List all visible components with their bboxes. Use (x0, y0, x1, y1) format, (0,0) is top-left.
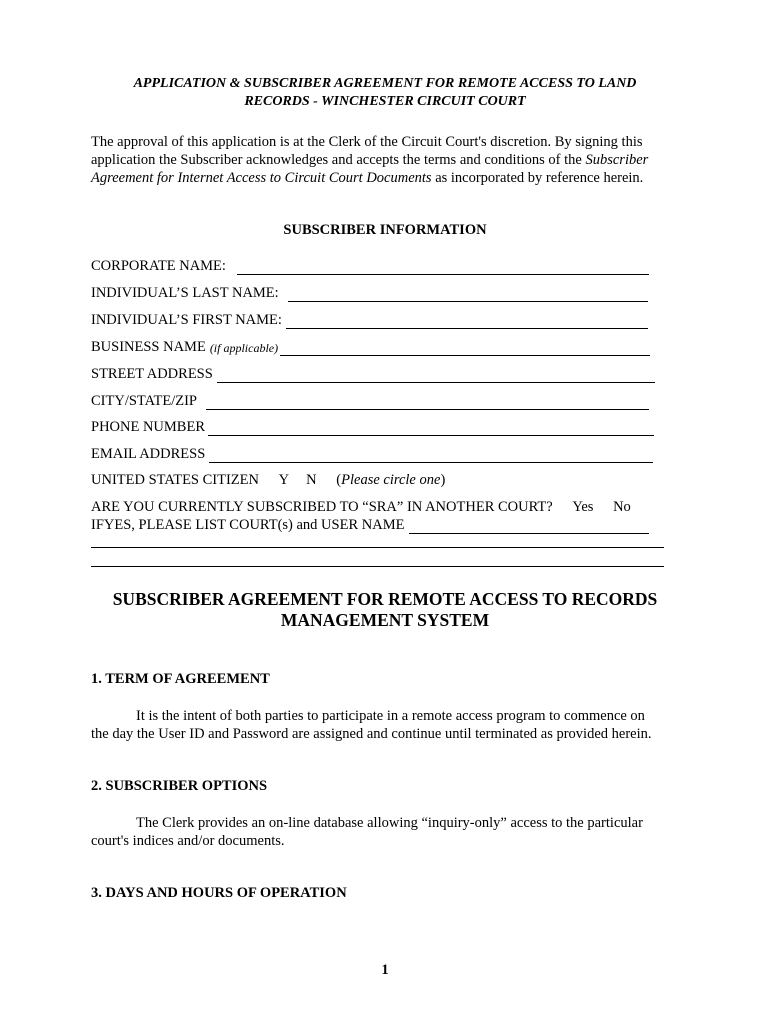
phone-number-line[interactable] (208, 422, 654, 436)
section-1-heading: 1. TERM OF AGREEMENT (91, 671, 270, 687)
corporate-name-line[interactable] (237, 261, 649, 275)
city-state-zip-label: CITY/STATE/ZIP (91, 393, 197, 409)
city-state-zip-field[interactable] (91, 392, 649, 410)
business-name-note: (if applicable) (209, 341, 279, 355)
agreement-title-line2: MANAGEMENT SYSTEM (280, 610, 490, 630)
citizen-note (336, 472, 445, 488)
sra-question: ARE YOU CURRENTLY SUBSCRIBED TO “SRA” IN ANOTHER COURT? (91, 499, 553, 515)
if-yes-field[interactable] (91, 516, 649, 534)
additional-line-2[interactable] (91, 566, 664, 567)
sra-yes-option[interactable]: Yes (572, 499, 594, 515)
city-state-zip-line[interactable] (206, 396, 649, 410)
citizen-note-text: Please circle one (341, 472, 441, 488)
citizen-label: UNITED STATES CITIZEN (91, 472, 259, 488)
business-name-line[interactable] (280, 342, 650, 356)
document-title-line2: RECORDS - WINCHESTER CIRCUIT COURT (244, 94, 526, 109)
citizen-yes-option[interactable]: Y (278, 472, 289, 488)
phone-number-label: PHONE NUMBER (91, 419, 205, 435)
intro-line2-italic: Subscriber (585, 152, 649, 168)
first-name-line[interactable] (286, 315, 648, 329)
section-2-line2: court's indices and/or documents. (91, 833, 285, 849)
citizen-row (91, 471, 445, 489)
intro-line3-italic: Agreement for Internet Access to Circuit Court Documents (91, 170, 432, 186)
intro-line2 (91, 151, 648, 169)
email-address-line[interactable] (209, 449, 653, 463)
section-1-line1: It is the intent of both parties to participate in a remote access program to commence on (136, 708, 645, 724)
sra-question-row (91, 498, 631, 516)
first-name-label: INDIVIDUAL’S FIRST NAME: (91, 312, 282, 328)
street-address-label: STREET ADDRESS (91, 366, 213, 382)
email-address-label: EMAIL ADDRESS (91, 446, 206, 462)
phone-number-field[interactable] (91, 418, 654, 436)
first-name-field[interactable] (91, 311, 648, 329)
citizen-note-open: ( (336, 472, 342, 488)
last-name-field[interactable] (91, 284, 648, 302)
page-number: 1 (381, 962, 389, 978)
last-name-line[interactable] (288, 288, 648, 302)
business-name-label: BUSINESS NAME (91, 339, 206, 355)
corporate-name-field[interactable] (91, 257, 649, 275)
document-title-line1: APPLICATION & SUBSCRIBER AGREEMENT FOR REMOTE ACCESS TO LAND (133, 76, 637, 91)
section-3-heading: 3. DAYS AND HOURS OF OPERATION (91, 885, 347, 901)
business-name-field[interactable] (91, 338, 650, 356)
street-address-line[interactable] (217, 369, 655, 383)
intro-line2-plain: application the Subscriber acknowledges and accepts the terms and conditions of the (91, 152, 586, 168)
intro-line1: The approval of this application is at the Clerk of the Circuit Court's discretion. By signing this (91, 134, 643, 150)
corporate-name-label: CORPORATE NAME: (91, 258, 226, 274)
if-yes-line[interactable] (409, 520, 649, 534)
email-address-field[interactable] (91, 445, 653, 463)
subscriber-info-heading: SUBSCRIBER INFORMATION (283, 222, 487, 238)
section-2-heading: 2. SUBSCRIBER OPTIONS (91, 778, 268, 794)
citizen-no-option[interactable]: N (306, 472, 317, 488)
street-address-field[interactable] (91, 365, 655, 383)
if-yes-label: IFYES, PLEASE LIST COURT(s) and USER NAME (91, 517, 405, 533)
section-1-line2: the day the User ID and Password are assigned and continue until terminated as provided herein. (91, 726, 652, 742)
agreement-title-line1: SUBSCRIBER AGREEMENT FOR REMOTE ACCESS TO RECORDS (112, 589, 658, 609)
section-2-line1: The Clerk provides an on-line database allowing “inquiry-only” access to the particular (136, 815, 643, 831)
citizen-note-close: ) (440, 472, 446, 488)
last-name-label: INDIVIDUAL’S LAST NAME: (91, 285, 279, 301)
sra-no-option[interactable]: No (613, 499, 631, 515)
intro-line3-plain: as incorporated by reference herein. (431, 170, 644, 186)
intro-line3 (91, 169, 643, 187)
additional-line-1[interactable] (91, 547, 664, 548)
